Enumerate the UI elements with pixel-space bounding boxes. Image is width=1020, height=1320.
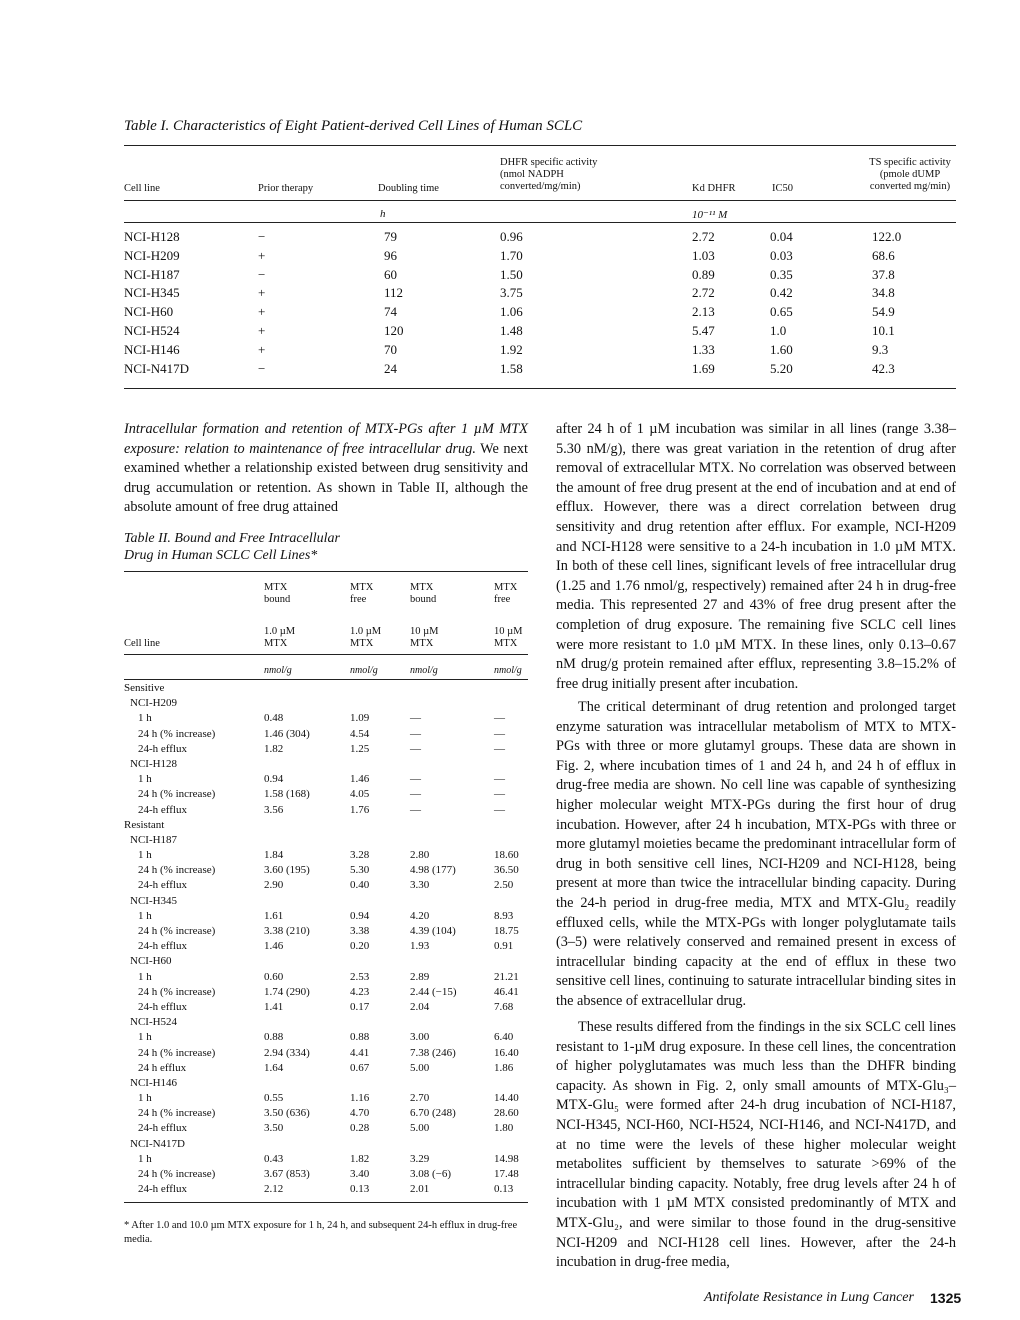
table2-cell-value: 1.76 xyxy=(350,803,370,816)
table2-row-label: 1 h xyxy=(138,909,152,922)
table2-cell-value: 5.00 xyxy=(410,1122,430,1135)
table2-caption: Table II. Bound and Free Intracellular Drug in Human SCLC Cell Lines* xyxy=(124,531,340,563)
table1-cell-ic50: 5.20 xyxy=(770,360,793,376)
table2-row-label: NCI-H345 xyxy=(130,894,178,907)
table2-row xyxy=(124,697,528,712)
table2-row-label: NCI-H187 xyxy=(130,833,178,846)
table1-cell-dhfr-activity: 1.06 xyxy=(500,304,523,320)
t2-unit-c1: nmol/g xyxy=(264,665,292,676)
table2-cell-value: 0.88 xyxy=(350,1031,370,1044)
table2-row xyxy=(124,910,528,925)
table2-cell-value: 4.23 xyxy=(350,985,370,998)
table2-cell-value: — xyxy=(494,788,505,801)
table2-cell-value: 3.50 (636) xyxy=(264,1107,310,1120)
table2-row-label: 24-h efflux xyxy=(138,1122,187,1135)
table2-row-label: 24 h (% increase) xyxy=(138,1168,216,1180)
table2-cell-value: 14.40 xyxy=(494,1092,519,1105)
table1-cell-ic50: 0.65 xyxy=(770,304,793,320)
table2-cell-value: 4.98 (177) xyxy=(410,864,456,877)
table2-row xyxy=(124,1016,528,1031)
table1-cell-cell-line: NCI-N417D xyxy=(124,360,189,376)
table2-row xyxy=(124,773,528,788)
table2-cell-value: 28.60 xyxy=(494,1107,519,1120)
table2-cell-value: 6.40 xyxy=(494,1031,514,1044)
table2-cell-value: 3.00 xyxy=(410,1031,430,1044)
table2-row xyxy=(124,1062,528,1077)
table2-cell-value: 3.38 xyxy=(350,925,370,937)
table2-row-label: 24 h (% increase) xyxy=(138,1107,216,1120)
table1-cell-dhfr-activity: 1.48 xyxy=(500,322,523,338)
table2-row xyxy=(124,1168,528,1183)
left-paragraph-body: We next examined whether a relationship existed between drug sensitivity and drug accumulation or retention. As shown in Table II, although the absolute amount of free drug attained xyxy=(124,440,528,516)
left-paragraph xyxy=(124,420,528,518)
table2-row xyxy=(124,788,528,803)
table1-cell-kd-dhfr: 5.47 xyxy=(692,322,715,338)
t1-head-ts: TS specific activity (pmole dUMP converted mg/min) xyxy=(869,157,951,192)
table2-row-label: Sensitive xyxy=(124,682,165,694)
table1-cell-doubling-time: 60 xyxy=(384,266,397,282)
t2-head-c2-bottom: 1.0 µM MTX xyxy=(350,626,382,649)
table2-cell-value: 7.68 xyxy=(494,1000,514,1013)
table2-cell-value: 4.54 xyxy=(350,727,370,740)
table2-cell-value: 2.53 xyxy=(350,970,370,983)
table2-cell-value: 0.13 xyxy=(350,1183,370,1196)
table1-row xyxy=(124,248,956,267)
table1-row xyxy=(124,267,956,286)
table2-cell-value: 0.94 xyxy=(350,909,370,922)
table2-cell-value: 21.21 xyxy=(494,970,519,983)
table2-row-label: NCI-N417D xyxy=(130,1137,185,1150)
table2-cell-value: 14.98 xyxy=(494,1152,519,1165)
running-title: Antifolate Resistance in Lung Cancer xyxy=(704,1290,914,1305)
table2-cell-value: — xyxy=(410,788,421,801)
table2-cell-value: 1.93 xyxy=(410,940,430,953)
table1-cell-ts-activity: 54.9 xyxy=(872,304,895,320)
table2-header-rule xyxy=(124,654,528,655)
t2-head-cell-line: Cell line xyxy=(124,638,160,649)
table2-row xyxy=(124,971,528,986)
table2-top-rule xyxy=(124,571,528,572)
table2-cell-value: 46.41 xyxy=(494,985,519,998)
table2-cell-value: 0.60 xyxy=(264,970,284,983)
table1-top-rule xyxy=(124,145,956,146)
table1-row xyxy=(124,323,956,342)
table2-cell-value: 2.89 xyxy=(410,970,430,983)
table2-cell-value: — xyxy=(410,712,421,725)
table2-cell-value: 3.29 xyxy=(410,1152,430,1165)
table2-footnote: * After 1.0 and 10.0 µm MTX exposure for 1 h, 24 h, and subsequent 24-h efflux in drug-free media. xyxy=(124,1220,518,1245)
table2-row-label: 24 h (% increase) xyxy=(138,925,216,937)
table2-cell-value: 0.20 xyxy=(350,940,370,953)
table2-cell-value: 2.01 xyxy=(410,1183,430,1196)
table1-cell-prior-therapy: + xyxy=(258,285,266,301)
table2-cell-value: — xyxy=(410,803,421,816)
table1-cell-cell-line: NCI-H128 xyxy=(124,229,180,244)
t1-head-cell-line: Cell line xyxy=(124,183,160,194)
table2-row xyxy=(124,1153,528,1168)
table1-cell-prior-therapy: + xyxy=(258,304,266,320)
table1-cell-ic50: 0.35 xyxy=(770,266,793,282)
table2-cell-value: — xyxy=(410,727,421,740)
table1-cell-doubling-time: 79 xyxy=(384,229,397,244)
table2-row-label: 24 h (% increase) xyxy=(138,864,216,877)
table1-body xyxy=(124,229,956,379)
t1-unit-kd: 10⁻¹¹ M xyxy=(692,209,728,221)
table2-cell-value: 4.70 xyxy=(350,1107,370,1120)
table1-cell-cell-line: NCI-H146 xyxy=(124,341,180,357)
table2-row xyxy=(124,1001,528,1016)
t1-head-prior-therapy: Prior therapy xyxy=(258,183,314,194)
table1-header-rule xyxy=(124,200,956,201)
t2-head-c2-top: MTX free xyxy=(350,582,374,605)
table2-cell-value: 3.28 xyxy=(350,849,370,862)
table1-cell-prior-therapy: − xyxy=(258,229,266,244)
t1-head-kd-dhfr: Kd DHFR xyxy=(692,183,736,194)
table2-row xyxy=(124,1031,528,1046)
table2-cell-value: 16.40 xyxy=(494,1046,519,1059)
table2-row xyxy=(124,1092,528,1107)
table1-cell-kd-dhfr: 1.33 xyxy=(692,341,715,357)
table1-cell-ic50: 1.0 xyxy=(770,322,787,338)
table2-cell-value: 0.94 xyxy=(264,773,284,786)
t1-unit-doubling: h xyxy=(380,208,386,220)
table1-cell-ts-activity: 122.0 xyxy=(872,229,902,244)
table2-cell-value: 2.94 (334) xyxy=(264,1046,310,1059)
table2-cell-value: — xyxy=(494,727,505,740)
table1-row xyxy=(124,361,956,380)
table2-cell-value: — xyxy=(494,803,505,816)
table1-cell-cell-line: NCI-H60 xyxy=(124,304,174,320)
t2-head-c4-top: MTX free xyxy=(494,582,518,605)
table2-row-label: 24 h (% increase) xyxy=(138,727,216,740)
table2-row-label: 24 h (% increase) xyxy=(138,788,216,801)
table2-cell-value: 1.74 (290) xyxy=(264,985,310,998)
table1-cell-dhfr-activity: 1.70 xyxy=(500,247,523,263)
table2-cell-value: 1.16 xyxy=(350,1092,370,1105)
table2-cell-value: 0.40 xyxy=(350,879,370,892)
table2-row xyxy=(124,804,528,819)
table2-cell-value: 3.38 (210) xyxy=(264,925,310,937)
table2-row-label: 1 h xyxy=(138,970,152,983)
t2-head-c1-top: MTX bound xyxy=(264,582,291,605)
table2-cell-value: 36.50 xyxy=(494,864,519,877)
table2-row-label: 1 h xyxy=(138,1092,152,1105)
table1-cell-prior-therapy: − xyxy=(258,360,266,376)
table2-cell-value: 2.90 xyxy=(264,879,284,892)
table2-cell-value: 1.41 xyxy=(264,1000,284,1013)
table2-unit-rule xyxy=(124,679,528,680)
table2-cell-value: — xyxy=(410,773,421,786)
t2-head-c3-top: MTX bound xyxy=(410,582,437,605)
table2-row xyxy=(124,712,528,727)
table2-row-label: NCI-H60 xyxy=(130,955,172,968)
table2-cell-value: 2.44 (−15) xyxy=(410,985,457,998)
table1-cell-kd-dhfr: 2.13 xyxy=(692,304,715,320)
table2-row xyxy=(124,879,528,894)
table2-cell-value: 0.17 xyxy=(350,1000,370,1013)
table2-row xyxy=(124,834,528,849)
table1-cell-prior-therapy: + xyxy=(258,247,266,263)
page-number: 1325 xyxy=(930,1290,962,1306)
table2-cell-value: 1.82 xyxy=(350,1152,370,1165)
table2-cell-value: 4.39 (104) xyxy=(410,925,456,937)
table2-cell-value: 6.70 (248) xyxy=(410,1107,456,1120)
table1-cell-ts-activity: 9.3 xyxy=(872,341,889,357)
section-heading: Intracellular formation and retention of MTX-PGs after 1 µM MTX exposure: relation to maintenance of free intracellular drug. xyxy=(124,421,528,457)
t2-head-c1-bottom: 1.0 µM MTX xyxy=(264,626,296,649)
table1-caption: Table I. Characteristics of Eight Patient-derived Cell Lines of Human SCLC xyxy=(124,118,583,134)
table2-cell-value: 3.56 xyxy=(264,803,284,816)
table2-row xyxy=(124,682,528,697)
table1-cell-dhfr-activity: 3.75 xyxy=(500,285,523,301)
table2-cell-value: 1.86 xyxy=(494,1061,514,1074)
table2-cell-value: 0.28 xyxy=(350,1122,370,1135)
table2-cell-value: 4.41 xyxy=(350,1046,370,1059)
table2-cell-value: — xyxy=(494,742,505,755)
table1-cell-kd-dhfr: 1.03 xyxy=(692,247,715,263)
right-paragraph-2: The critical determinant of drug retention and prolonged target enzyme saturation was intracellular metabolism of MTX to MTX-PGs with three or more glutamyl groups. These data are shown in Fig. 2, where incubation times of 1 and 24 h, and 24 h of efflux in drug-free media are shown. No cell line was capable of synthesizing higher molecular weight MTX-PGs during the first hour of drug incubation. However, after 24 h incubation, MTX-PGs with three or more glutamyl moieties became the predominant intracellular form of drug in both sensitive cell lines, NCI-H209 and NCI-H128, being present at more than twice the intracellular binding capacity. During the 24-h period in drug-free media, MTX and MTX-Glu₂ readily effluxed cells, while the MTX-PGs with longer polyglutamate tails (3–5) were relatively conserved and remained present in excess of intracellular binding capacity at the end of efflux in these two sensitive cell lines, continuing to saturate intracellular binding sites in the absence of extracellular drug. xyxy=(556,699,956,1009)
table1-cell-ic50: 1.60 xyxy=(770,341,793,357)
table1-cell-doubling-time: 74 xyxy=(384,304,397,320)
table1-cell-kd-dhfr: 0.89 xyxy=(692,266,715,282)
table2-cell-value: 0.55 xyxy=(264,1092,284,1105)
table2-cell-value: 3.60 (195) xyxy=(264,864,310,877)
table2-cell-value: 4.20 xyxy=(410,909,430,922)
table2-cell-value: 18.75 xyxy=(494,925,519,937)
table1-cell-cell-line: NCI-H345 xyxy=(124,285,180,301)
table2-row-label: Resistant xyxy=(124,818,165,831)
table1-cell-cell-line: NCI-H187 xyxy=(124,266,180,282)
table2-row xyxy=(124,940,528,955)
table1-bottom-rule xyxy=(124,388,956,389)
table1-cell-cell-line: NCI-H524 xyxy=(124,322,180,338)
table1-cell-dhfr-activity: 1.58 xyxy=(500,360,523,376)
table2-cell-value: 1.64 xyxy=(264,1061,284,1074)
table2-cell-value: 3.30 xyxy=(410,879,430,892)
table2-row-label: 24 h (% increase) xyxy=(138,1046,216,1059)
table1-cell-ic50: 0.03 xyxy=(770,247,793,263)
right-paragraph-1: after 24 h of 1 µM incubation was similar in all lines (range 3.38–5.30 nM/g), there was great variation in the retention of drug after removal of extracellular MTX. No correlation was observed between the amount of free drug present at the end of incubation and at end of efflux. However, there was a direct correlation between drug sensitivity and drug retention after efflux. For example, NCI-H209 and NCI-H128 were sensitive to a 24-h incubation in 1.0 µM MTX. In both of these cell lines, significant levels of free intracellular drug (1.25 and 1.76 nmol/g, respectively) remained after 24 h in drug-free media. This represented 27 and 43% of free drug present after the completion of drug exposure. The remaining five SCLC cell lines were more resistant to 1.0 µM MTX. In these lines, only 0.13–0.67 nM drug/g protein remained after efflux, representing 3.8–15.2% of free drug initially present after incubation. xyxy=(556,421,956,692)
table2-cell-value: 0.48 xyxy=(264,712,284,725)
table2-row-label: NCI-H209 xyxy=(130,697,178,710)
table2-row-label: 24-h efflux xyxy=(138,879,187,892)
table2-row-label: 24-h efflux xyxy=(138,940,187,953)
table1-cell-doubling-time: 120 xyxy=(384,322,404,338)
table1-cell-doubling-time: 24 xyxy=(384,360,397,376)
table2-row-label: NCI-H524 xyxy=(130,1016,178,1029)
right-paragraph-3: These results differed from the findings in the six SCLC cell lines resistant to 1-µM drug exposure. In these cell lines, the concentration of higher polyglutamates was much less than the DHFR binding capacity. As shown in Fig. 2, only small amounts of MTX-Glu₃–MTX-Glu₅ were formed after 24-h drug incubation of NCI-H187, NCI-H345, NCI-H60, NCI-H524, NCI-H146, and NCI-N417D, and at no time were the levels of these higher molecular weight metabolites sufficient by themselves to saturate >69% of the intracellular binding capacity. Notably, free drug levels after 24 h of incubation with 1 µM MTX consisted predominantly of MTX and MTX-Glu₂, and were similar to those found in the drug-sensitive NCI-H209 and NCI-H128 cell lines. However, after the 24-h incubation in drug-free media, xyxy=(556,1019,956,1271)
table2-row-label: 24-h efflux xyxy=(138,1183,187,1196)
table2-row-label: 1 h xyxy=(138,849,152,862)
table1-cell-ts-activity: 68.6 xyxy=(872,247,895,263)
table1-cell-ic50: 0.42 xyxy=(770,285,793,301)
table2-cell-value: 2.04 xyxy=(410,1000,430,1013)
t2-unit-c4: nmol/g xyxy=(494,665,522,676)
table2-row xyxy=(124,1138,528,1153)
table2-cell-value: — xyxy=(410,742,421,755)
table2-row xyxy=(124,1107,528,1122)
t1-head-dhfr: DHFR specific activity (nmol NADPH converted/mg/min) xyxy=(500,157,598,192)
table2-row-label: NCI-H128 xyxy=(130,757,178,770)
t1-head-doubling-time: Doubling time xyxy=(378,183,439,194)
table2-cell-value: 1.80 xyxy=(494,1122,514,1135)
table2-cell-value: 2.50 xyxy=(494,879,514,892)
table2-row-label: 1 h xyxy=(138,773,152,786)
table2-cell-value: 1.61 xyxy=(264,909,284,922)
table1-cell-dhfr-activity: 1.92 xyxy=(500,341,523,357)
table2-cell-value: 0.43 xyxy=(264,1152,284,1165)
table2-row xyxy=(124,955,528,970)
table2-bottom-rule xyxy=(124,1202,528,1203)
table2-cell-value: 0.13 xyxy=(494,1183,514,1196)
table2-cell-value: 7.38 (246) xyxy=(410,1046,456,1059)
table2-row xyxy=(124,1183,528,1198)
table2-cell-value: — xyxy=(494,773,505,786)
table2-cell-value: 2.70 xyxy=(410,1092,430,1105)
table2-row xyxy=(124,1077,528,1092)
table1-cell-dhfr-activity: 1.50 xyxy=(500,266,523,282)
table2-row-label: NCI-H146 xyxy=(130,1076,178,1089)
table1-cell-ic50: 0.04 xyxy=(770,229,793,244)
table2-cell-value: 0.67 xyxy=(350,1061,370,1074)
table2-row xyxy=(124,758,528,773)
table2-cell-value: 2.80 xyxy=(410,849,430,862)
table2-cell-value: 1.09 xyxy=(350,712,370,725)
table2-cell-value: 3.08 (−6) xyxy=(410,1168,452,1180)
table2-cell-value: 1.82 xyxy=(264,742,284,755)
table2-cell-value: 2.12 xyxy=(264,1183,284,1196)
table2-cell-value: 18.60 xyxy=(494,849,519,862)
table2-row-label: 24 h efflux xyxy=(138,1061,187,1074)
t2-head-c3-bottom: 10 µM MTX xyxy=(410,626,439,649)
table1-cell-ts-activity: 42.3 xyxy=(872,360,895,376)
table2-row xyxy=(124,743,528,758)
table2-row xyxy=(124,728,528,743)
table1-cell-cell-line: NCI-H209 xyxy=(124,247,180,263)
table2-cell-value: 4.05 xyxy=(350,788,370,801)
table1-row xyxy=(124,304,956,323)
table2-row xyxy=(124,864,528,879)
table1-cell-doubling-time: 96 xyxy=(384,247,397,263)
table2-row xyxy=(124,849,528,864)
table1-row xyxy=(124,342,956,361)
table2-body xyxy=(124,682,528,1198)
table2-row-label: 1 h xyxy=(138,1031,152,1044)
table2-row xyxy=(124,925,528,940)
table2-row-label: 1 h xyxy=(138,1152,152,1165)
table2-cell-value: 1.46 xyxy=(264,940,284,953)
table1-row xyxy=(124,229,956,248)
table2-cell-value: 0.88 xyxy=(264,1031,284,1044)
table1-row xyxy=(124,285,956,304)
table1-cell-ts-activity: 10.1 xyxy=(872,322,895,338)
table2-cell-value: 17.48 xyxy=(494,1168,519,1180)
table1-cell-doubling-time: 112 xyxy=(384,285,404,301)
table2-row-label: 24-h efflux xyxy=(138,742,187,755)
table1-unit-rule xyxy=(124,222,956,223)
table2-cell-value: 1.58 (168) xyxy=(264,788,310,801)
table2-cell-value: 1.84 xyxy=(264,849,284,862)
t2-unit-c2: nmol/g xyxy=(350,665,378,676)
table2-cell-value: 3.50 xyxy=(264,1122,284,1135)
table1-cell-prior-therapy: + xyxy=(258,322,266,338)
table2-cell-value: 5.00 xyxy=(410,1061,430,1074)
table2-row-label: 24 h (% increase) xyxy=(138,985,216,998)
table2-row xyxy=(124,895,528,910)
t2-unit-c3: nmol/g xyxy=(410,665,438,676)
table1-cell-kd-dhfr: 1.69 xyxy=(692,360,715,376)
table2-cell-value: 3.40 xyxy=(350,1168,370,1180)
table2-row xyxy=(124,819,528,834)
table2-cell-value: 3.67 (853) xyxy=(264,1168,310,1180)
table1-cell-dhfr-activity: 0.96 xyxy=(500,229,523,244)
table2-cell-value: 8.93 xyxy=(494,909,514,922)
table2-cell-value: 1.25 xyxy=(350,742,370,755)
table2-cell-value: 1.46 xyxy=(350,773,370,786)
table2-row-label: 24-h efflux xyxy=(138,1000,187,1013)
table1-cell-kd-dhfr: 2.72 xyxy=(692,229,715,244)
table1-cell-ts-activity: 37.8 xyxy=(872,266,895,282)
table2-row xyxy=(124,1047,528,1062)
table1-cell-doubling-time: 70 xyxy=(384,341,397,357)
table1-cell-kd-dhfr: 2.72 xyxy=(692,285,715,301)
table2-row xyxy=(124,1122,528,1137)
table1-cell-prior-therapy: + xyxy=(258,341,266,357)
table2-row xyxy=(124,986,528,1001)
table1-cell-prior-therapy: − xyxy=(258,266,266,282)
t1-head-ic50: IC50 xyxy=(772,183,793,194)
table2-cell-value: — xyxy=(494,712,505,725)
table2-cell-value: 1.46 (304) xyxy=(264,727,310,740)
table1-cell-ts-activity: 34.8 xyxy=(872,285,895,301)
table2-cell-value: 5.30 xyxy=(350,864,370,877)
t2-head-c4-bottom: 10 µM MTX xyxy=(494,626,523,649)
table2-cell-value: 0.91 xyxy=(494,940,514,953)
table2-row-label: 24-h efflux xyxy=(138,803,187,816)
table2-row-label: 1 h xyxy=(138,712,152,725)
